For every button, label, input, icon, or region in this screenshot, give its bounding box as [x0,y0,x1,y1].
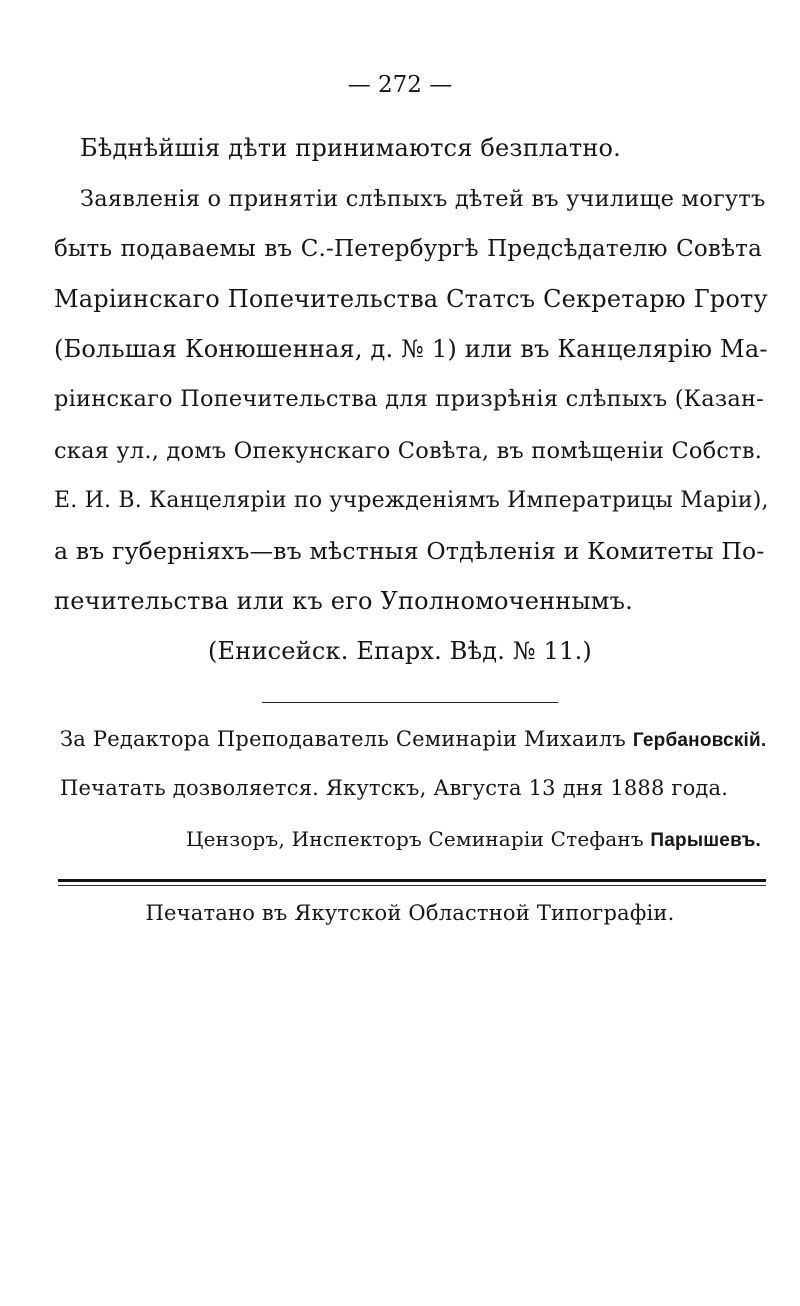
page-number: — 272 — [347,72,453,98]
printer-imprint: Печатано въ Якутской Областной Типографіи. [145,901,675,925]
divider-thin [58,885,766,886]
text-line: ская ул., домъ Опекунскаго Совѣта, въ помѣщеніи Собств. [54,438,763,464]
text-line: Маріинскаго Попечительства Статсъ Секретарю Гроту [54,285,768,313]
source-citation: (Енисейск. Епарх. Вѣд. № 11.) [207,637,592,665]
text-line: печительства или къ его Уполномоченнымъ. [54,587,633,615]
text-line: Е. И. В. Канцеляріи по учрежденіямъ Императрицы Маріи), [54,488,769,513]
censor-line [186,824,761,856]
censor-name: Парышевъ. [650,830,762,851]
text-line: (Большая Конюшенная, д. № 1) или въ Канцелярію Ма- [54,335,768,363]
divider-short [262,702,558,703]
text-line: а въ губерніяхъ—въ мѣстныя Отдѣленія и Комитеты По- [54,537,765,565]
text-line: быть подаваемы въ С.-Петербургѣ Предсѣдателю Совѣта [54,236,762,262]
print-permission: Печатать дозволяется. Якутскъ, Августа 13 дня 1888 года. [60,776,729,800]
divider-thick [58,879,766,882]
editor-title: За Редактора Преподаватель Семинаріи Михаилъ [60,727,626,751]
paragraph-poor-children: Бѣднѣйшія дѣти принимаются безплатно. [80,134,622,162]
censor-title: Цензоръ, Инспекторъ Семинаріи Стефанъ [186,827,644,851]
text-line: Заявленія о принятіи слѣпыхъ дѣтей въ училище могутъ [80,186,766,212]
editor-name: Гербановскій. [632,730,767,751]
editor-line [60,724,766,756]
text-line: ріинскаго Попечительства для призрѣнія слѣпыхъ (Казан- [54,386,764,412]
